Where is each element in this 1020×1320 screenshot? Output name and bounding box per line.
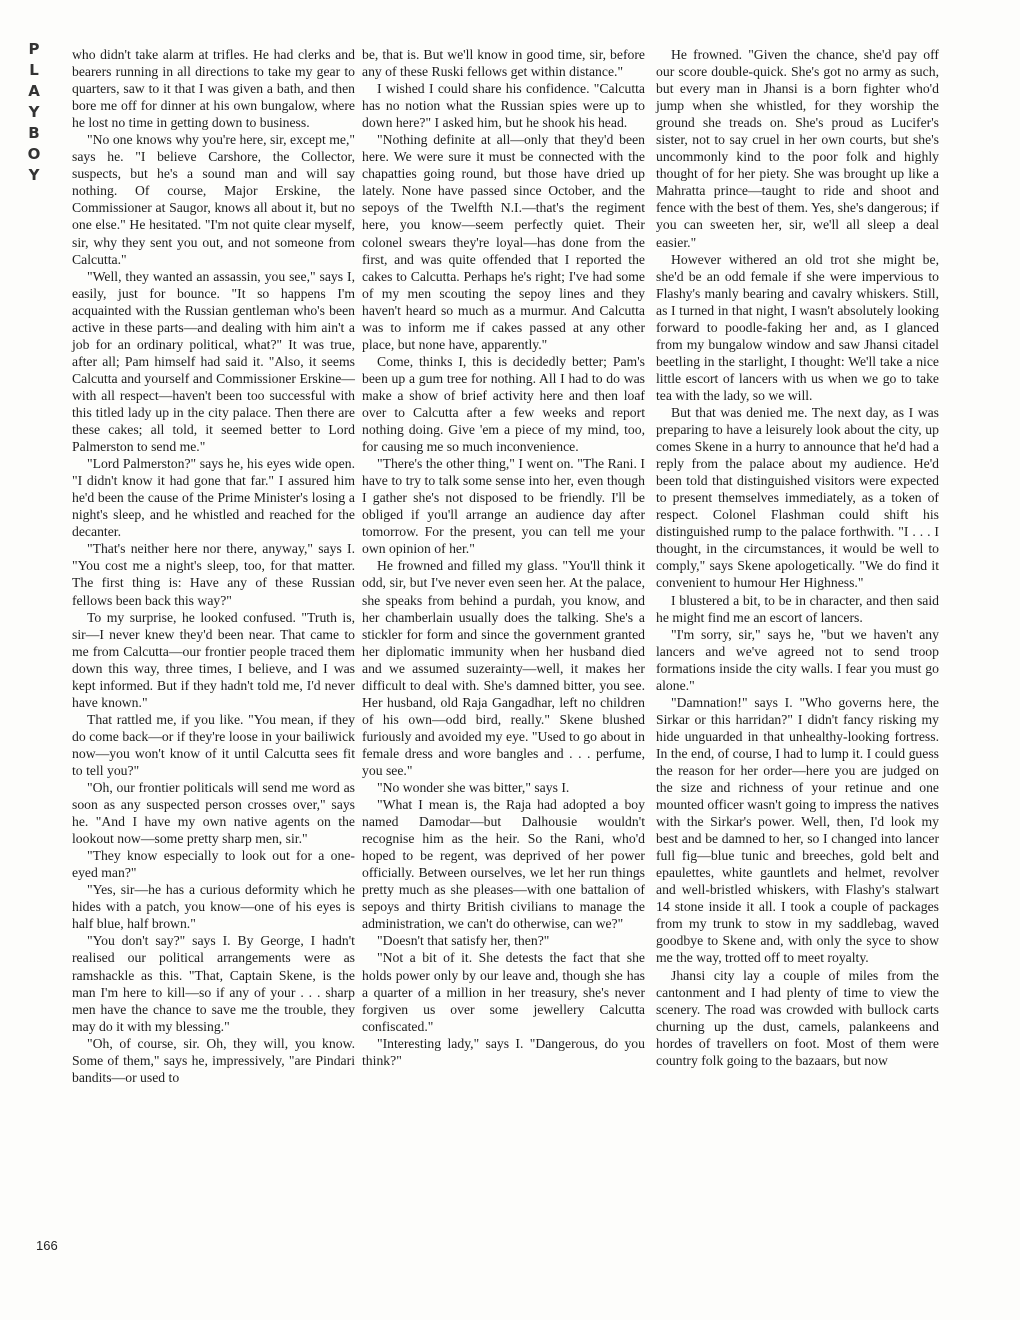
vertical-label-letter: O: [27, 145, 41, 163]
paragraph: "They know especially to look out for a one-eyed man?": [72, 848, 355, 881]
paragraph: "Damnation!" says I. "Who governs here, the Sirkar or this harridan?" I didn't fancy risking my hide unguarded in that unhealthy-looking fortress. In the end, of course, I had to lump it. I could guess the reason for her order—here you are judged on the size and richness of your retinue and one mounted officer wasn't going to impress the natives with the Sirkar's power. Well, then, I'd look my best and be damned to her, so I changed into lancer full fig—blue tunic and breeches, gold belt and epaulettes, white gauntlets and helmet, revolver and well-bristled whiskers, with Flashy's stalwart 14 stone inside it all. I took a couple of packages from my trunk to stow in my saddlebag, waved goodbye to Skene and, with only the syce to show me the way, trotted off to meet royalty.: [656, 694, 939, 966]
vertical-label-letter: P: [28, 40, 40, 58]
paragraph: "Not a bit of it. She detests the fact that she holds power only by our leave and, though she has a quarter of a million in her treasury, she's never forgiven us over some jewellery Calcutta confiscated.": [362, 950, 645, 1034]
page-number: 166: [36, 1238, 58, 1253]
paragraph: "Yes, sir—he has a curious deformity which he hides with a patch, you know—one of his eyes is half blue, half brown.": [72, 882, 355, 932]
paragraph: "There's the other thing," I went on. "The Rani. I have to try to talk some sense into her, even though I gather she's not disposed to be friendly. I'll be obliged if you'll arrange an audience day after tomorrow. For the present, you can tell me your own opinion of her.": [362, 456, 645, 557]
paragraph: He frowned. "Given the chance, she'd pay off our score double-quick. She's got no army as such, but every man in Jhansi is a born fighter who'd jump when she whistled, for they worship the ground she treads on. She's proud as Lucifer's sister, not to say cruel in her own courts, but she's uncommonly kind to the poor folk and highly thought of for her piety. She was brought up like a Mahratta prince—taught to ride and shoot and fence with the best of them. Yes, she's dangerous; if you can sweeten her, sir, we'll all sleep a deal easier.": [656, 47, 940, 250]
paragraph: "No wonder she was bitter," says I.: [377, 780, 570, 796]
vertical-label-letter: Y: [28, 103, 40, 121]
paragraph: "I'm sorry, sir," says he, "but we haven't any lancers and we've agreed not to send troop formations inside the city walls. I fear you must go alone.": [656, 626, 939, 693]
paragraph: "Oh, our frontier politicals will send me word as soon as any suspected person crosses over," says he. "And I have my own native agents on the lookout now—some pretty sharp men, sir.": [72, 780, 355, 847]
text-column-3: [656, 46, 939, 1069]
magazine-vertical-label: [22, 40, 46, 187]
paragraph: "Interesting lady," says I. "Dangerous, do you think?": [362, 1035, 645, 1068]
paragraph: "Lord Palmerston?" says he, his eyes wide open. "I didn't know it had gone that far." I assured him he'd been the cause of the Prime Minister's losing a night's sleep, and he whistled and reached for the decanter.: [72, 456, 355, 540]
paragraph: I blustered a bit, to be in character, and then said he might find me an escort of lancers.: [656, 592, 939, 625]
paragraph: "Doesn't that satisfy her, then?": [377, 933, 550, 949]
paragraph: "What I mean is, the Raja had adopted a boy named Damodar—but Dalhousie wouldn't recognise him as the heir. So the Rani, who'd hoped to be regent, was deprived of her power officially. Between ourselves, we let her run things pretty much as she pleases—with one battalion of sepoys and thirty British civilians to manage the administration, we can't do otherwise, can we?": [362, 797, 645, 932]
paragraph: But that was denied me. The next day, as I was preparing to have a leisurely look about the city, up comes Skene in a hurry to announce that he'd had a reply from the palace about my audience. He'd been told that distinguished visitors were expected to present themselves immediately, as a token of respect. Colonel Flashman could shift his distinguished rump to the palace forthwith. "I . . . I thought, in the circumstances, it would be well to comply," says Skene apologetically. "We do find it convenient to humour Her Highness.": [656, 404, 939, 591]
paragraph: I wished I could share his confidence. "Calcutta has no notion what the Russian spies were up to down here?" I asked him, but he shook his head.: [362, 81, 645, 131]
vertical-label-letter: A: [28, 82, 40, 100]
paragraph: However withered an old trot she might be, she'd be an odd female if she were impervious to Flashy's manly bearing and cavalry whiskers. Still, as I turned in that night, I wasn't absolutely looking forward to poodle-faking her and, as I glanced from my bungalow window and saw Jhansi citadel beetling in the starlight, I thought: We'll take a nice little escort of lancers with us when we go to take tea with the lady, so we will.: [656, 251, 939, 403]
paragraph: That rattled me, if you like. "You mean, if they do come back—or if they're loose in your bailiwick now—you won't know of it until Calcutta sees fit to tell you?": [72, 711, 355, 778]
paragraph: "That's neither here nor there, anyway," says I. "You cost me a night's sleep, too, for that matter. The first thing is: Have any of these Russian fellows been back this way?": [72, 541, 355, 608]
paragraph: "You don't say?" says I. By George, I hadn't realised our political arrangements were as ramshackle as this. "That, Captain Skene, is the man I'm here to kill—so if any of your . . . sharp men have the chance to save me the trouble, they may do it with my blessing.": [72, 933, 355, 1034]
paragraph: who didn't take alarm at trifles. He had clerks and bearers running in all directions to take my gear to quarters, saw to it that I was given a bath, and then bore me off for dinner at his own bungalow, where he lost no time in getting down to business.: [72, 47, 355, 131]
vertical-label-letter: Y: [28, 166, 40, 184]
text-column-1: [72, 46, 355, 1086]
vertical-label-letter: L: [29, 61, 39, 79]
text-column-2: [362, 46, 645, 1069]
paragraph: "No one knows why you're here, sir, except me," says he. "I believe Carshore, the Collector, suspects, but he's a sound man and will say nothing. Of course, Major Erskine, the Commissioner at Saugor, knows all about it, but no one else." He hesitated. "I'm not quite clear myself, sir, why they sent you out, and not someone from Calcutta.": [72, 132, 355, 267]
paragraph: "Nothing definite at all—only that they'd been here. We were sure it must be connected with the chapatties going round, but those have dried up lately. None have passed since October, and the sepoys of the Twelfth N.I.—that's the regiment here, you know—seem perfectly quiet. Their colonel swears they're loyal—has done from the first, and was quite offended that I reported the cakes to Calcutta. Perhaps he's right; I've had some of my men scouting the sepoy lines and they haven't heard so much as a murmur. And Calcutta was to inform me if cakes passed at any other place, but none have, apparently.": [362, 132, 645, 352]
paragraph: Jhansi city lay a couple of miles from the cantonment and I had plenty of time to view the scenery. The road was crowded with bullock carts churning up the dust, camels, palankeens and hordes of travellers on foot. Most of them were country folk going to the bazaars, but now: [656, 967, 939, 1068]
paragraph: He frowned and filled my glass. "You'll think it odd, sir, but I've never even seen her. At the palace, she speaks from behind a purdah, you know, and her chamberlain usually does the talking. She's a stickler for form and since the government granted her diplomatic immunity when her husband died and we assumed suzerainty—well, it makes her difficult to deal with. She's damned bitter, you see. Her husband, old Raja Gangadhar, left no children of his own—odd bird, really." Skene blushed furiously and avoided my eye. "Used to go about in female dress and wore bangles and . . . perfume, you see.": [362, 558, 645, 778]
paragraph: To my surprise, he looked confused. "Truth is, sir—I never knew they'd been near. That came to me from Calcutta—our frontier people traced them down this way, three times, I believe, and I was kept informed. But if they hadn't told me, I'd never have known.": [72, 609, 355, 710]
paragraph: "Oh, of course, sir. Oh, they will, you know. Some of them," says he, impressively, "are Pindari bandits—or used to: [72, 1035, 355, 1085]
paragraph: be, that is. But we'll know in good time, sir, before any of these Ruski fellows get within distance.": [362, 47, 645, 80]
paragraph: "Well, they wanted an assassin, you see," says I, easily, just for bounce. "It so happens I'm acquainted with the Russian gentleman who's been active in these parts—and dealing with him ain't a job for an ordinary political, what?" It was true, after all; Pam himself had said it. "Also, it seems Calcutta and yourself and Commissioner Erskine—with all respect—haven't been too successful with this titled lady up in the city palace. Then there are these cakes; all told, it seemed better to Lord Palmerston to send me.": [72, 268, 355, 455]
vertical-label-letter: B: [28, 124, 40, 142]
paragraph: Come, thinks I, this is decidedly better; Pam's been up a gum tree for nothing. All I had to do was make a show of brief activity here and then loaf over to Calcutta after a few weeks and report nothing doing. Give 'em a piece of my mind, too, for causing me so much inconvenience.: [362, 353, 645, 455]
